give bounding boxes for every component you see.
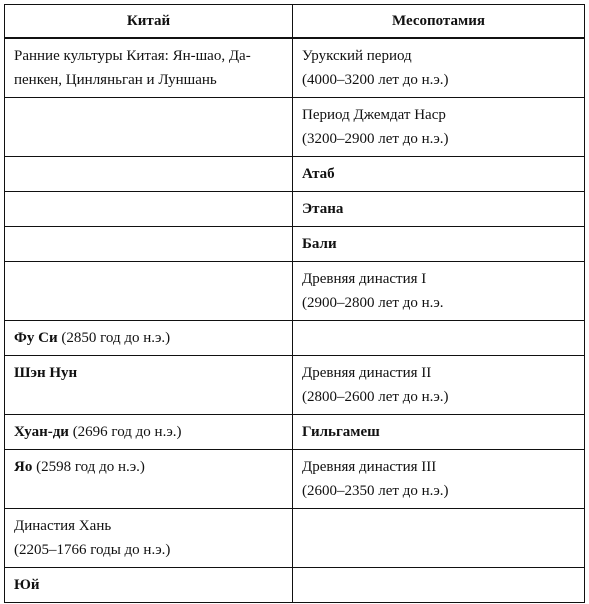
chronology-table [4,4,585,603]
cell-line-1 [302,103,576,127]
cell-mesopotamia [293,415,585,450]
cell-china [5,227,293,262]
table-row [5,262,585,321]
cell-line-1 [14,514,284,538]
cell-bold: Этана [302,201,344,217]
cell-bold: Яо [14,459,33,475]
cell-bold: Юй [14,577,40,593]
cell-mesopotamia [293,509,585,568]
cell-bold: Шэн Нун [14,365,78,381]
cell-line-1 [14,232,284,256]
cell-line-1 [14,197,284,221]
cell-text: Ранние культуры Китая: Ян-шао, Да- [14,48,251,64]
cell-line-2: (2800–2600 лет до н.э.) [302,389,449,405]
cell-china [5,321,293,356]
cell-text: (2850 год до н.э.) [57,330,171,346]
table-row [5,227,585,262]
table-row [5,356,585,415]
cell-line-1 [302,232,576,256]
cell-line-1 [302,326,576,350]
table-row [5,157,585,192]
cell-china [5,415,293,450]
cell-line-2: (3200–2900 лет до н.э.) [302,131,449,147]
table-body [5,38,585,603]
cell-text: Древняя династия II [302,365,432,381]
cell-text: Древняя династия I [302,271,427,287]
cell-mesopotamia [293,227,585,262]
cell-text: Период Джемдат Наср [302,107,446,123]
table-row [5,192,585,227]
cell-line-1 [302,44,576,68]
cell-bold: Атаб [302,166,335,182]
table-header [5,5,585,39]
cell-bold: Фу Си [14,330,58,346]
cell-china [5,450,293,509]
cell-mesopotamia [293,450,585,509]
cell-line-1 [14,267,284,291]
table-row [5,38,585,98]
cell-line-1 [14,573,284,597]
header-china: Китай [5,5,293,39]
header-row [5,5,585,39]
cell-mesopotamia [293,568,585,603]
cell-china [5,38,293,98]
cell-line-1 [302,361,576,385]
table-row [5,450,585,509]
cell-line-1 [302,455,576,479]
table-row [5,98,585,157]
cell-mesopotamia [293,262,585,321]
cell-text: Династия Хань [14,518,112,534]
cell-line-1 [14,44,284,68]
cell-mesopotamia [293,192,585,227]
cell-line-2: (2205–1766 годы до н.э.) [14,542,171,558]
cell-text: Урукский период [302,48,412,64]
cell-line-1 [302,197,576,221]
cell-line-1 [14,455,284,479]
cell-line-1 [14,162,284,186]
cell-china [5,157,293,192]
table-row [5,321,585,356]
cell-text: (2696 год до н.э.) [68,424,182,440]
table-row [5,509,585,568]
cell-china [5,98,293,157]
cell-line-1 [14,361,284,385]
cell-line-1 [14,326,284,350]
cell-bold: Бали [302,236,337,252]
cell-line-1 [14,103,284,127]
cell-china [5,568,293,603]
cell-line-1 [302,514,576,538]
cell-mesopotamia [293,38,585,98]
cell-mesopotamia [293,356,585,415]
cell-text: (2598 год до н.э.) [32,459,145,475]
cell-line-1 [302,267,576,291]
cell-line-2: (4000–3200 лет до н.э.) [302,72,449,88]
cell-china [5,509,293,568]
cell-china [5,356,293,415]
cell-line-2: (2900–2800 лет до н.э. [302,295,444,311]
cell-line-1 [302,420,576,444]
cell-china [5,262,293,321]
cell-line-2: (2600–2350 лет до н.э.) [302,483,449,499]
cell-mesopotamia [293,321,585,356]
cell-bold: Хуан-ди [14,424,69,440]
cell-line-1 [302,162,576,186]
cell-mesopotamia [293,98,585,157]
cell-line-1 [14,420,284,444]
table-row [5,415,585,450]
cell-mesopotamia [293,157,585,192]
table-row [5,568,585,603]
header-mesopotamia: Месопотамия [293,5,585,39]
cell-line-1 [302,573,576,597]
cell-bold: Гильгамеш [302,424,380,440]
cell-line-2: пенкен, Цинляньган и Луншань [14,72,217,88]
cell-text: Древняя династия III [302,459,437,475]
cell-china [5,192,293,227]
